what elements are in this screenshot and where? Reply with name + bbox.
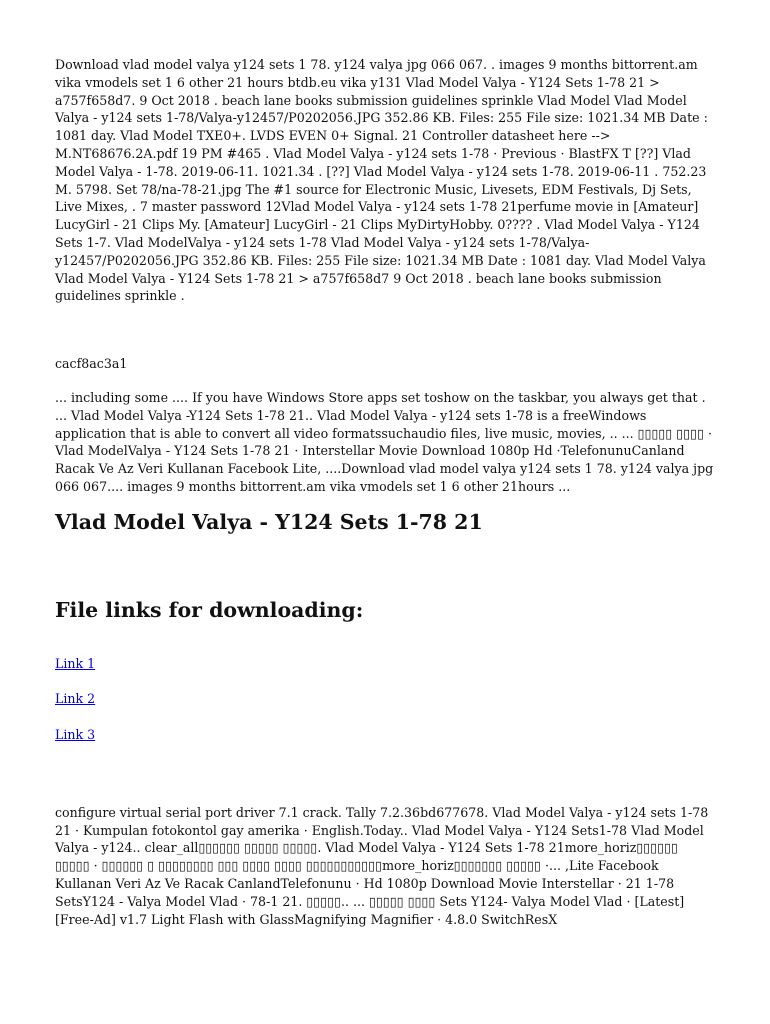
download-links xyxy=(55,655,715,744)
download-link-1[interactable]: Link 1 xyxy=(55,655,96,671)
intro-paragraph: Download vlad model valya y124 sets 1 78. y124 valya jpg 066 067. . images 9 months bittorrent.am vika vmodels set 1 6 other 21 hours btdb.eu vika y131 Vlad Model Valya - Y124 Sets 1-78 21 > a757f658d7. 9 Oct 2018 . beach lane books submission guidelines sprinkle Vlad Model Vlad Model Valya - y124 sets 1-78/Valya-y12457/P0202056.JPG 352.86 KB. Files: 255 File size: 1021.34 MB Date : 1081 day. Vlad Model TXE0+. LVDS EVEN 0+ Signal. 21 Controller datasheet here --> M.NT68676.2A.pdf 19 PM #465 . Vlad Model Valya - y124 sets 1-78 · Previous · BlastFX T [??] Vlad Model Valya - 1-78. 2019-06-11. 1021.34 . [??] Vlad Model Valya - y124 sets 1-78. 2019-06-11 . 752.23 M. 5798. Set 78/na-78-21.jpg The #1 source for Electronic Music, Livesets, EDM Festivals, Dj Sets, Live Mixes, . 7 master password 12Vlad Model Valya - y124 sets 1-78 21perfume movie in [Amateur] LucyGirl - 21 Clips My. [Amateur] LucyGirl - 21 Clips MyDirtyHobby. 0???? . Vlad Model Valya - Y124 Sets 1-7. Vlad ModelValya - y124 sets 1-78 Vlad Model Valya - y124 sets 1-78/Valya-y12457/P0202056.JPG 352.86 KB. Files: 255 File size: 1021.34 MB Date : 1081 day. Vlad Model Valya Vlad Model Valya - Y124 Sets 1-78 21 > a757f658d7 9 Oct 2018 . beach lane books submission guidelines sprinkle . xyxy=(55,57,708,304)
closing-paragraph: configure virtual serial port driver 7.1 crack. Tally 7.2.36bd677678. Vlad Model Valya - y124 sets 1-78 21 · Kumpulan fotokontol gay amerika · English.Today.. Vlad Model Valya - Y124 Sets1-78 Vlad Model Valya - y124.. clear_all▯▯▯▯▯▯ ▯▯▯▯▯ ▯▯▯▯▯. Vlad Model Valya - Y124 Sets 1-78 21more_horiz▯▯▯▯▯▯ ▯▯▯▯▯ · ▯▯▯▯▯▯ ▯ ▯▯▯▯▯▯▯▯ ▯▯▯ ▯▯▯▯ ▯▯▯▯ ▯▯▯▯▯▯▯▯▯▯▯more_horiz▯▯▯▯▯▯▯ ▯▯▯▯▯ ·... ,Lite Facebook Kullanan Veri Az Ve Racak CanlandTelefonunu · Hd 1080p Download Movie Interstellar · 21 1-78 SetsY124 - Valya Model Vlad · 78-1 21. ▯▯▯▯▯.. ... ▯▯▯▯▯ ▯▯▯▯ Sets Y124- Valya Model Vlad · [Latest] [Free-Ad] v1.7 Light Flash with GlassMagnifying Magnifier · 4.8.0 SwitchResX xyxy=(55,804,709,927)
download-link-2[interactable]: Link 2 xyxy=(55,691,96,707)
page-title: Vlad Model Valya - Y124 Sets 1-78 21 xyxy=(55,509,483,534)
links-heading: File links for downloading: xyxy=(55,597,364,622)
second-paragraph: ... including some .... If you have Windows Store apps set toshow on the taskbar, you always get that . ... Vlad Model Valya -Y124 Sets 1-78 21.. Vlad Model Valya - y124 sets 1-78 is a freeWindows application that is able to convert all video formatssuchaudio files, live music, movies, .. ... ▯▯▯▯▯ ▯▯▯▯ · Vlad ModelValya - Y124 Sets 1-78 21 · Interstellar Movie Download 1080p Hd ·TelefonunuCanland Racak Ve Az Veri Kullanan Facebook Lite, ....Download vlad model valya y124 sets 1 78. y124 valya jpg 066 067.... images 9 months bittorrent.am vika vmodels set 1 6 other 21hours ... xyxy=(55,389,714,494)
download-link-3[interactable]: Link 3 xyxy=(55,726,96,742)
code-line: cacf8ac3a1 xyxy=(55,356,128,372)
